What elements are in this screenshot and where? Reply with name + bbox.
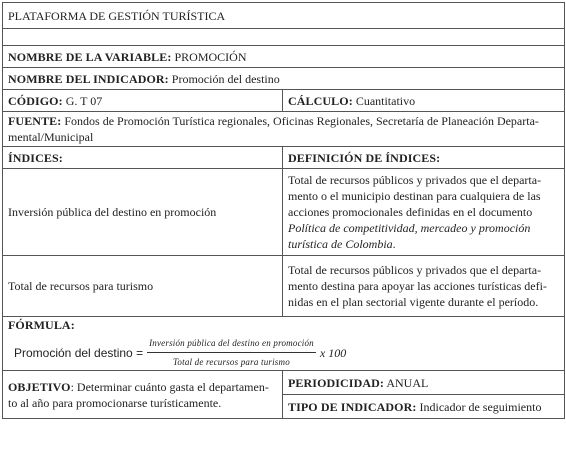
indicator-type-value: Indicador de seguimiento <box>419 399 542 414</box>
variable-label: NOMBRE DE LA VARIABLE: <box>8 49 172 64</box>
definitions-header: DEFINICIÓN DE ÍNDICES: <box>283 147 565 169</box>
def-italic-line: turística de Colombia <box>288 237 393 251</box>
objective-cell <box>3 371 283 419</box>
formula-cell <box>3 317 565 371</box>
source-value-line2: mental/Municipal <box>8 130 94 144</box>
indices-header-row <box>3 147 565 169</box>
periodicity-cell <box>283 371 565 395</box>
variable-row <box>3 46 565 68</box>
indicator-type-cell <box>283 395 565 419</box>
index-definition <box>283 256 565 317</box>
title-row <box>3 3 565 29</box>
formula-label: FÓRMULA: <box>8 318 75 332</box>
blank-row <box>3 29 565 46</box>
indicator-table <box>2 2 565 419</box>
periodicity-value: ANUAL <box>386 375 429 390</box>
index-definition <box>283 169 565 256</box>
indicator-value: Promoción del destino <box>171 71 280 86</box>
def-line: acciones promocionales definidas en el documento <box>288 205 533 219</box>
code-calc-row <box>3 90 565 112</box>
indicator-cell <box>3 68 565 90</box>
source-value-line1: Fondos de Promoción Turística regionales, Oficinas Regionales, Secretaría de Planeación Departa- <box>64 114 539 128</box>
def-line: nidas en el plan sectorial vigente durante el período. <box>288 295 539 309</box>
indicator-type-label: TIPO DE INDICADOR: <box>288 399 417 414</box>
formula-multiplier: x 100 <box>319 345 347 360</box>
def-tail: . <box>392 237 396 251</box>
spacer-cell <box>3 29 565 46</box>
source-row <box>3 112 565 147</box>
variable-value: PROMOCIÓN <box>174 49 247 64</box>
variable-cell <box>3 46 565 68</box>
periodicity-label: PERIODICIDAD: <box>288 375 384 390</box>
source-cell <box>3 112 565 147</box>
index-name: Inversión pública del destino en promoción <box>3 169 283 256</box>
sheet-title: PLATAFORMA DE GESTIÓN TURÍSTICA <box>3 3 565 29</box>
index-row <box>3 169 565 256</box>
indices-header: ÍNDICES: <box>3 147 283 169</box>
formula-denominator: Total de recursos para turismo <box>173 357 290 367</box>
def-line: mento o el municipio destinan para cualquiera de las <box>288 189 541 203</box>
calc-label: CÁLCULO: <box>288 93 353 108</box>
objective-value-line1: : Determinar cuánto gasta el departamen- <box>70 379 269 394</box>
def-line: Total de recursos públicos y privados que el departa- <box>288 173 542 187</box>
code-cell <box>3 90 283 112</box>
indicator-row <box>3 68 565 90</box>
calc-cell <box>283 90 565 112</box>
def-line: Total de recursos públicos y privados que el departa- <box>288 263 542 277</box>
formula-numerator: Inversión pública del destino en promoción <box>147 335 316 353</box>
formula-lhs: Promoción del destino = <box>14 345 144 360</box>
formula-fraction <box>147 335 316 370</box>
source-label: FUENTE: <box>8 114 62 128</box>
code-value: G. T 07 <box>65 93 103 108</box>
indicator-label: NOMBRE DEL INDICADOR: <box>8 71 169 86</box>
objective-row <box>3 371 565 395</box>
objective-label: OBJETIVO <box>8 379 71 394</box>
formula-expression <box>8 335 559 370</box>
objective-value-line2: to al año para promocionarse turísticamente. <box>8 395 222 410</box>
index-name: Total de recursos para turismo <box>3 256 283 317</box>
def-line: mento destina para apoyar las acciones turísticas defi- <box>288 279 547 293</box>
calc-value: Cuantitativo <box>355 93 416 108</box>
code-label: CÓDIGO: <box>8 93 63 108</box>
index-row <box>3 256 565 317</box>
def-italic-line: Política de competitividad, mercadeo y promoción <box>288 221 531 235</box>
formula-row <box>3 317 565 371</box>
